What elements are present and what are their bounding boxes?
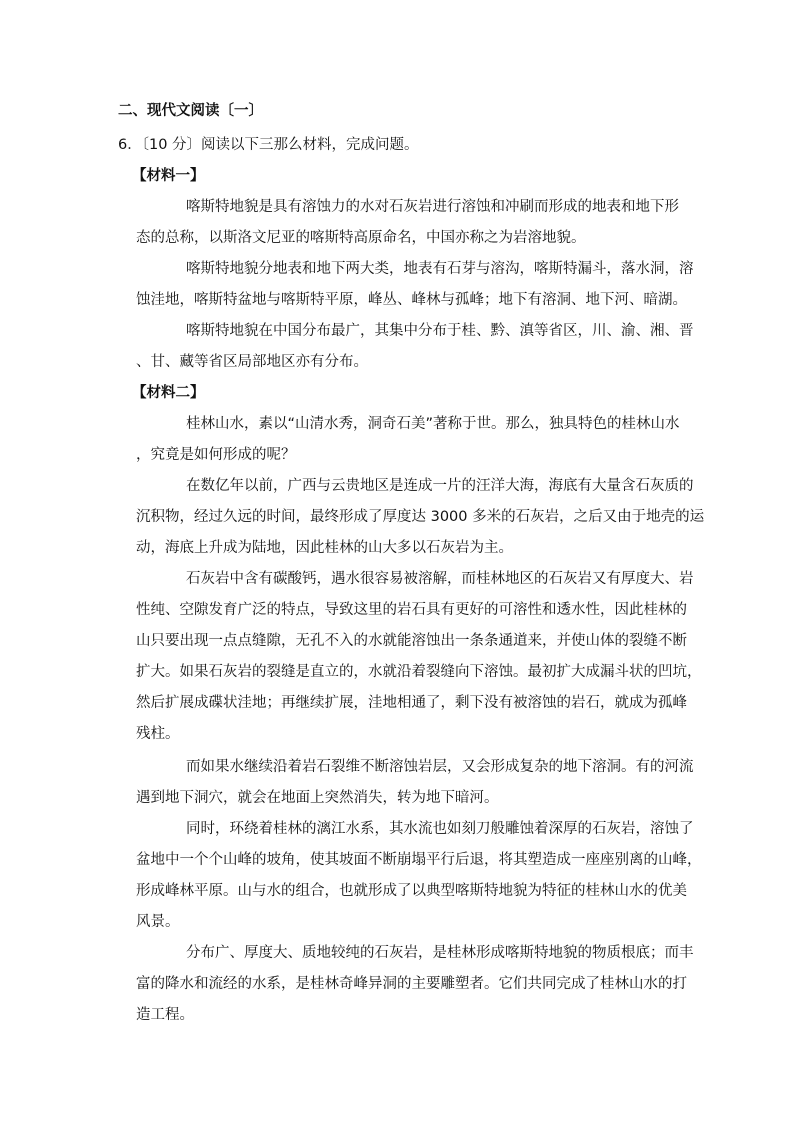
- paragraph-line: 在数亿年以前，广西与云贵地区是连成一片的汪洋大海，海底有大量含石灰质的: [186, 478, 694, 494]
- paragraph-line: 桂林山水，素以“山清水秀，洞奇石美”著称于世。那么，独具特色的桂林山水: [186, 416, 680, 432]
- paragraph-line: 形成峰林平原。山与水的组合，也就形成了以典型喀斯特地貌为特征的桂林山水的优美: [136, 883, 687, 899]
- paragraph-line: 态的总称，以斯洛文尼亚的喀斯特高原命名，中国亦称之为岩溶地貌。: [136, 230, 586, 246]
- paragraph-line: 而如果水继续沿着岩石裂维不断溶蚀岩层，又会形成复杂的地下溶洞。有的河流: [186, 759, 694, 775]
- paragraph-line: 喀斯特地貌是具有溶蚀力的水对石灰岩进行溶蚀和冲刷而形成的地表和地下形: [186, 199, 679, 215]
- material-2-label: 【材料二】: [132, 385, 205, 401]
- paragraph-line: 盆地中一个个山峰的坡角，使其坡面不断崩塌平行后退，将其塑造成一座座别离的山峰，: [136, 852, 702, 868]
- paragraph-line: 山只要出现一点点缝隙，无孔不入的水就能溶蚀出一条条通道来，并使山体的裂缝不断: [136, 633, 687, 649]
- paragraph-line: 富的降水和流经的水系，是桂林奇峰异洞的主要雕塑者。它们共同完成了桂林山水的打: [136, 976, 687, 992]
- paragraph-line: 残柱。: [136, 726, 180, 742]
- paragraph-line: 喀斯特地貌分地表和地下两大类，地表有石芽与溶沟，喀斯特漏斗，落水洞，溶: [186, 261, 694, 277]
- paragraph-line: 动，海底上升成为陆地，因此桂林的山大多以石灰岩为主。: [136, 540, 513, 556]
- paragraph-line: 分布广、厚度大、质地较纯的石灰岩，是桂林形成喀斯特地貌的物质根底；而丰: [186, 945, 694, 961]
- paragraph-line: ，究竟是如何形成的呢？: [136, 447, 296, 463]
- paragraph-line: 石灰岩中含有碳酸钙，遇水很容易被溶解，而桂林地区的石灰岩又有厚度大、岩: [186, 571, 694, 587]
- paragraph-line: 性纯、空隙发育广泛的特点，导致这里的岩石具有更好的可溶性和透水性，因此桂林的: [136, 602, 687, 618]
- paragraph-line: 遇到地下洞穴，就会在地面上突然消失，转为地下暗河。: [136, 790, 499, 806]
- paragraph-line: 蚀洼地，喀斯特盆地与喀斯特平原，峰丛、峰林与孤峰；地下有溶洞、地下河、暗湖。: [136, 292, 687, 308]
- section-heading: 二、现代文阅读〔一〕: [118, 103, 263, 119]
- paragraph-line: 然后扩展成碟状洼地；再继续扩展，洼地相通了，剩下没有被溶蚀的岩石，就成为孤峰: [136, 695, 687, 711]
- paragraph-line: 风景。: [136, 914, 180, 930]
- paragraph-line: 同时，环绕着桂林的漓江水系，其水流也如刻刀般雕蚀着深厚的石灰岩，溶蚀了: [186, 821, 694, 837]
- paragraph-line: 、甘、藏等省区局部地区亦有分布。: [136, 354, 368, 370]
- question-prompt: 6．〔10 分〕阅读以下三那么材料，完成问题。: [118, 137, 419, 153]
- paragraph-line: 造工程。: [136, 1007, 194, 1023]
- material-1-label: 【材料一】: [132, 168, 205, 184]
- paragraph-line: 喀斯特地貌在中国分布最广，其集中分布于桂、黔、滇等省区，川、渝、湘、晋: [186, 323, 694, 339]
- paragraph-line: 扩大。如果石灰岩的裂缝是直立的，水就沿着裂缝向下溶蚀。最初扩大成漏斗状的凹坑，: [136, 664, 702, 680]
- paragraph-line: 沉积物，经过久远的时间，最终形成了厚度达 3000 多米的石灰岩，之后又由于地壳的运: [136, 509, 705, 525]
